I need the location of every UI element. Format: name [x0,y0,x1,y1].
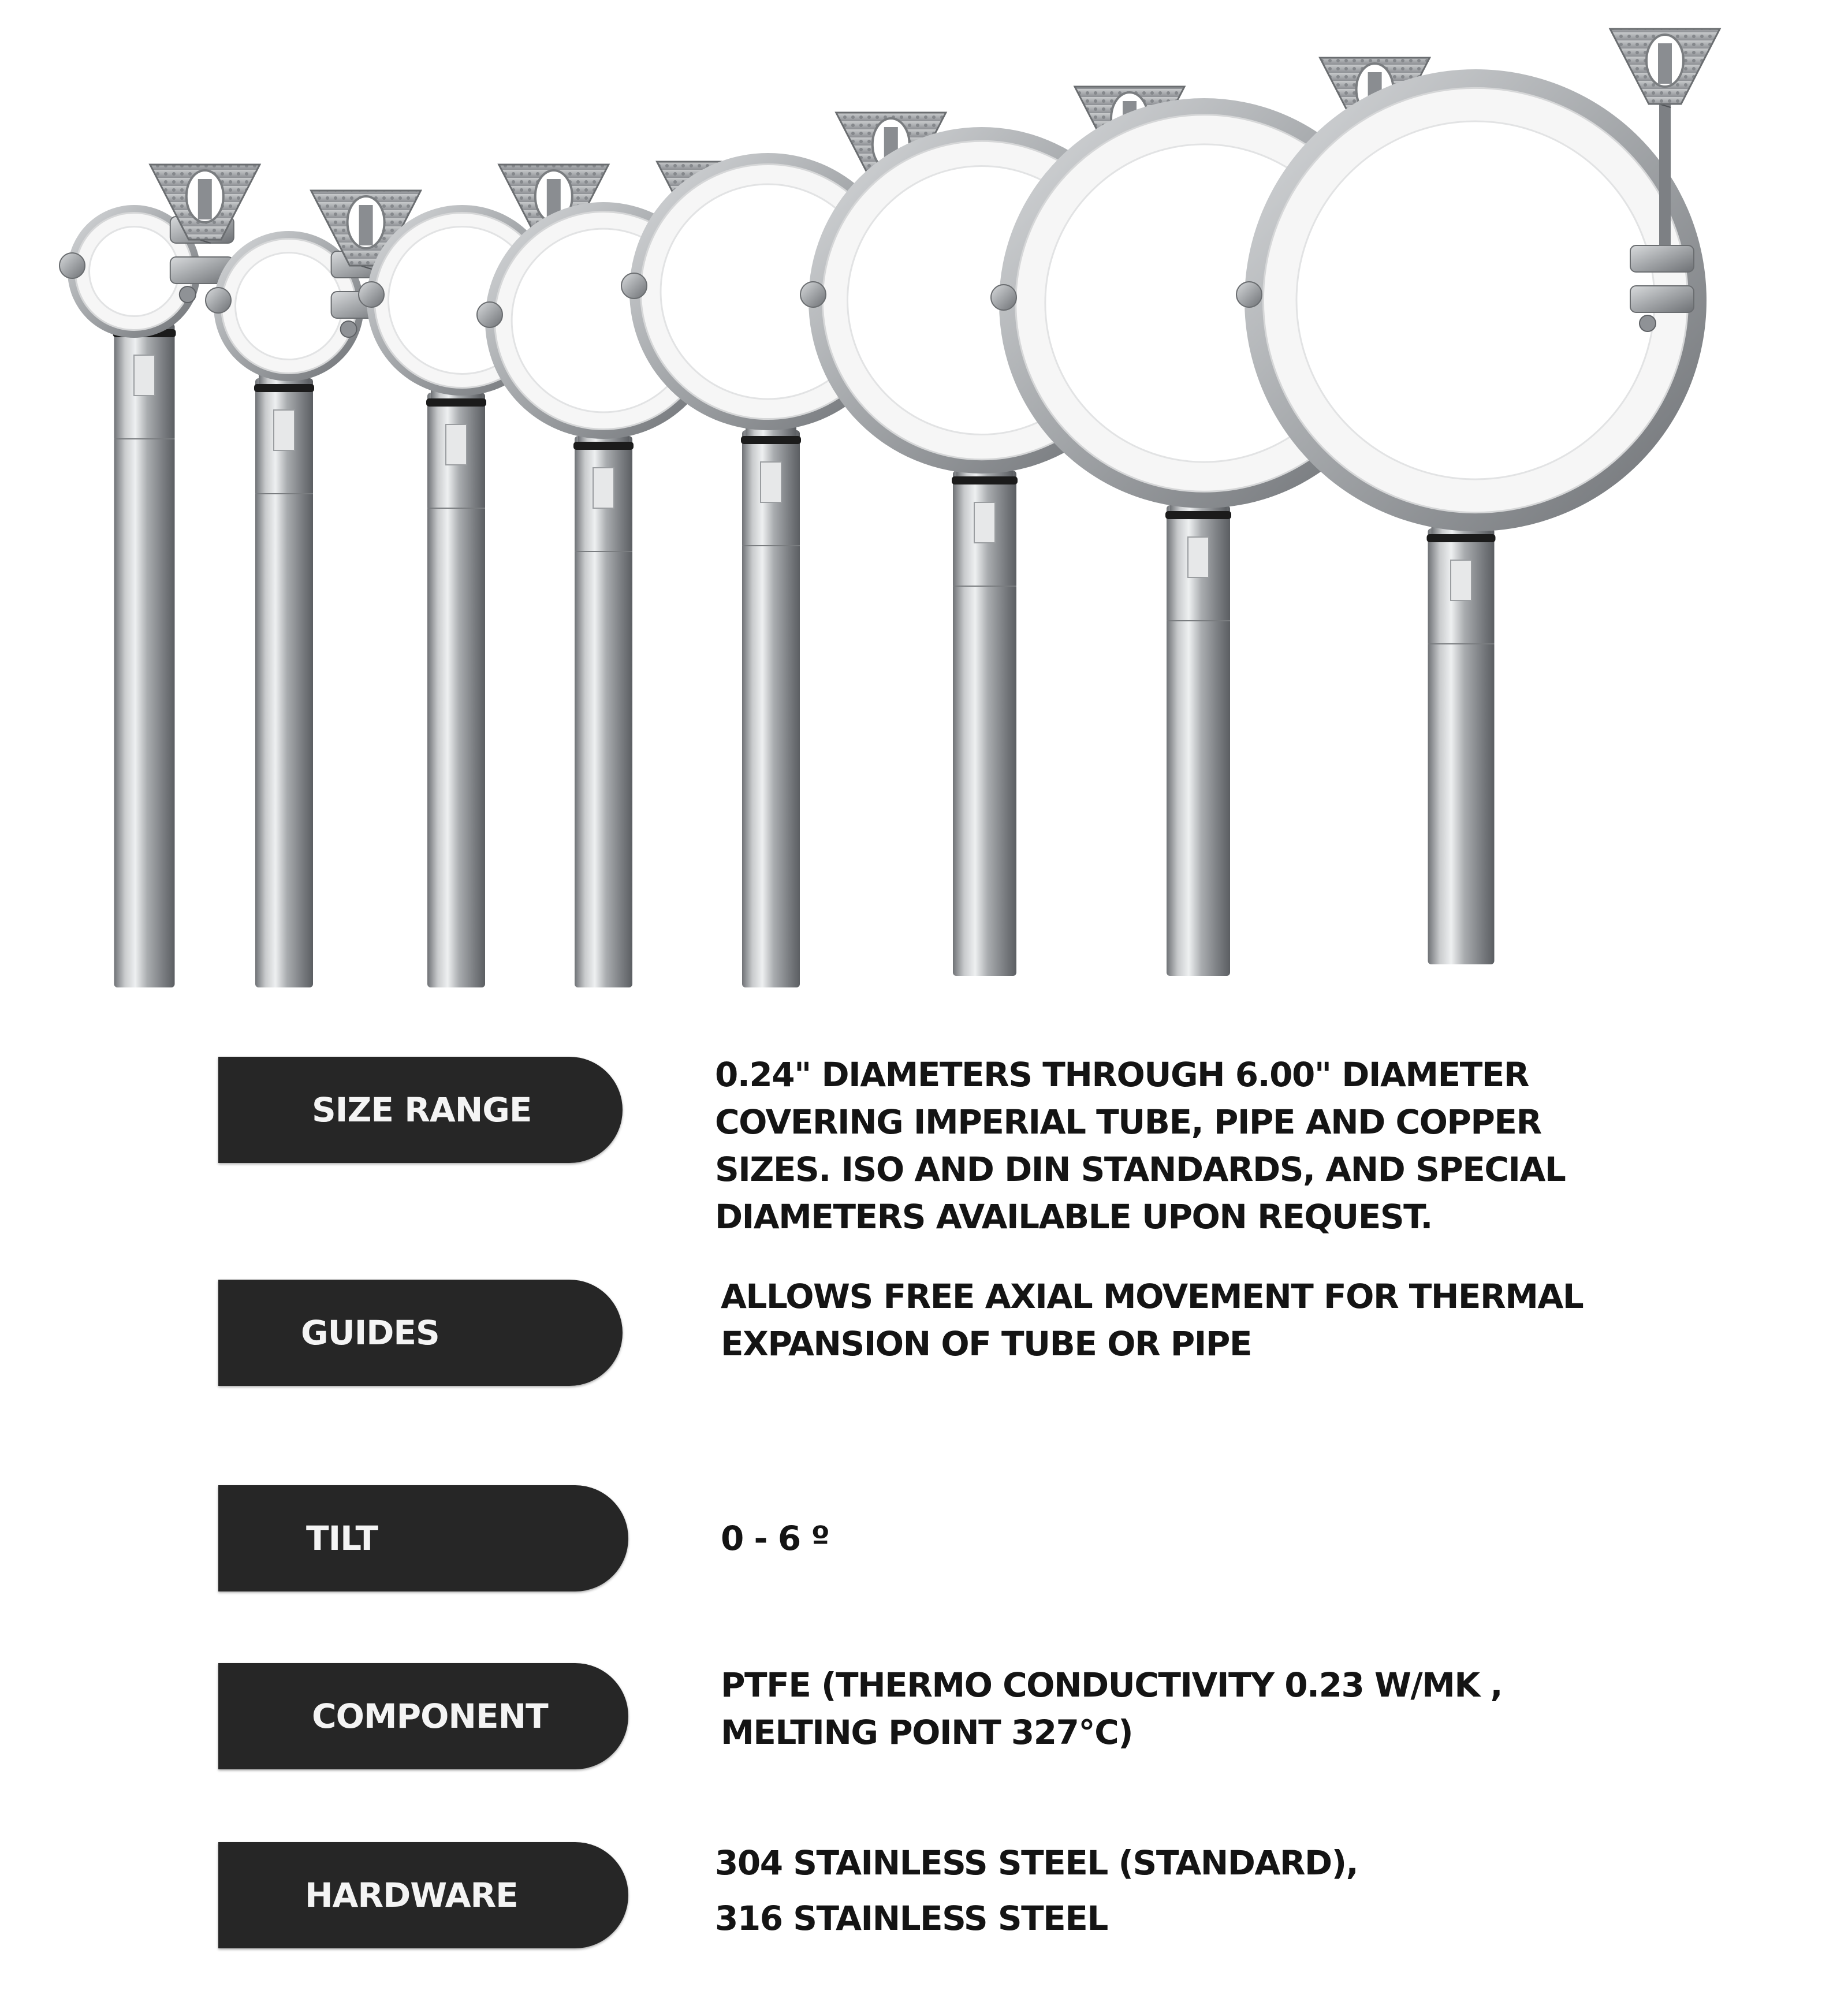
component-description [721,1661,1502,1756]
clamp-8 [1236,29,1720,964]
size-range-line: COVERING IMPERIAL TUBE, PIPE AND COPPER [715,1102,1541,1142]
pivot-boss [991,285,1016,310]
pivot-boss [359,282,384,307]
rod-flat [593,468,614,508]
guides-line: EXPANSION OF TUBE OR PIPE [721,1324,1252,1363]
rod-flat [446,424,467,465]
o-ring [1165,511,1231,519]
rod-flat [1188,537,1209,577]
o-ring [741,436,801,444]
wing-nut-stud [359,205,373,245]
support-rod [114,323,175,987]
hardware-line: 316 STAINLESS STEEL [715,1899,1108,1938]
pivot-boss [1236,282,1262,307]
o-ring [426,398,486,407]
pivot-boss [477,302,502,327]
o-ring [254,384,314,392]
guides-description [721,1273,1583,1367]
rod-flat [974,502,995,543]
pivot-boss [206,288,231,313]
tilt-label: TILT [218,1485,628,1591]
clamp-bore [90,227,179,316]
pivot-boss [621,273,647,299]
pivot-boss [59,253,85,278]
hardware-label: HARDWARE [218,1842,628,1948]
hinge-lug-upper [1630,245,1694,272]
clamp-bore [236,253,342,360]
hinge-pin [180,286,196,303]
size-range-label: SIZE RANGE [218,1057,623,1163]
rod-flat [134,355,155,396]
support-rod [255,378,313,987]
guides-line: ALLOWS FREE AXIAL MOVEMENT FOR THERMAL [721,1277,1584,1316]
size-range-line: 0.24" DIAMETERS THROUGH 6.00" DIAMETER [715,1055,1529,1094]
rod-flat [274,410,295,450]
size-range-description [715,1051,1565,1240]
size-range-line: SIZES. ISO AND DIN STANDARDS, AND SPECIAL [715,1150,1566,1189]
tilt-description [721,1515,829,1562]
support-rod [575,436,632,987]
hinge-lug-lower [1630,286,1694,312]
support-rod [953,471,1016,976]
size-range-line: DIAMETERS AVAILABLE UPON REQUEST. [715,1197,1432,1236]
support-rod [427,393,485,987]
component-line: MELTING POINT 327℃) [721,1713,1133,1752]
o-ring [573,442,634,450]
wing-nut-stud [1658,43,1672,84]
clamp-bore [1296,121,1655,479]
pivot-boss [800,282,826,307]
guides-label: GUIDES [218,1280,623,1386]
support-rod [742,430,800,987]
hinge-pin [1640,315,1656,331]
tilt-line: 0 - 6 º [721,1519,829,1558]
o-ring [952,476,1018,484]
hardware-description [715,1835,1358,1946]
wing-nut-stud [198,179,212,219]
component-label: COMPONENT [218,1663,628,1769]
o-ring [1427,534,1496,542]
hinge-pin [341,321,357,337]
component-line: PTFE (THERMO CONDUCTIVITY 0.23 W/MK , [721,1665,1503,1705]
rod-flat [1451,560,1471,601]
rod-flat [761,462,781,502]
hardware-line: 304 STAINLESS STEEL (STANDARD), [715,1843,1358,1883]
